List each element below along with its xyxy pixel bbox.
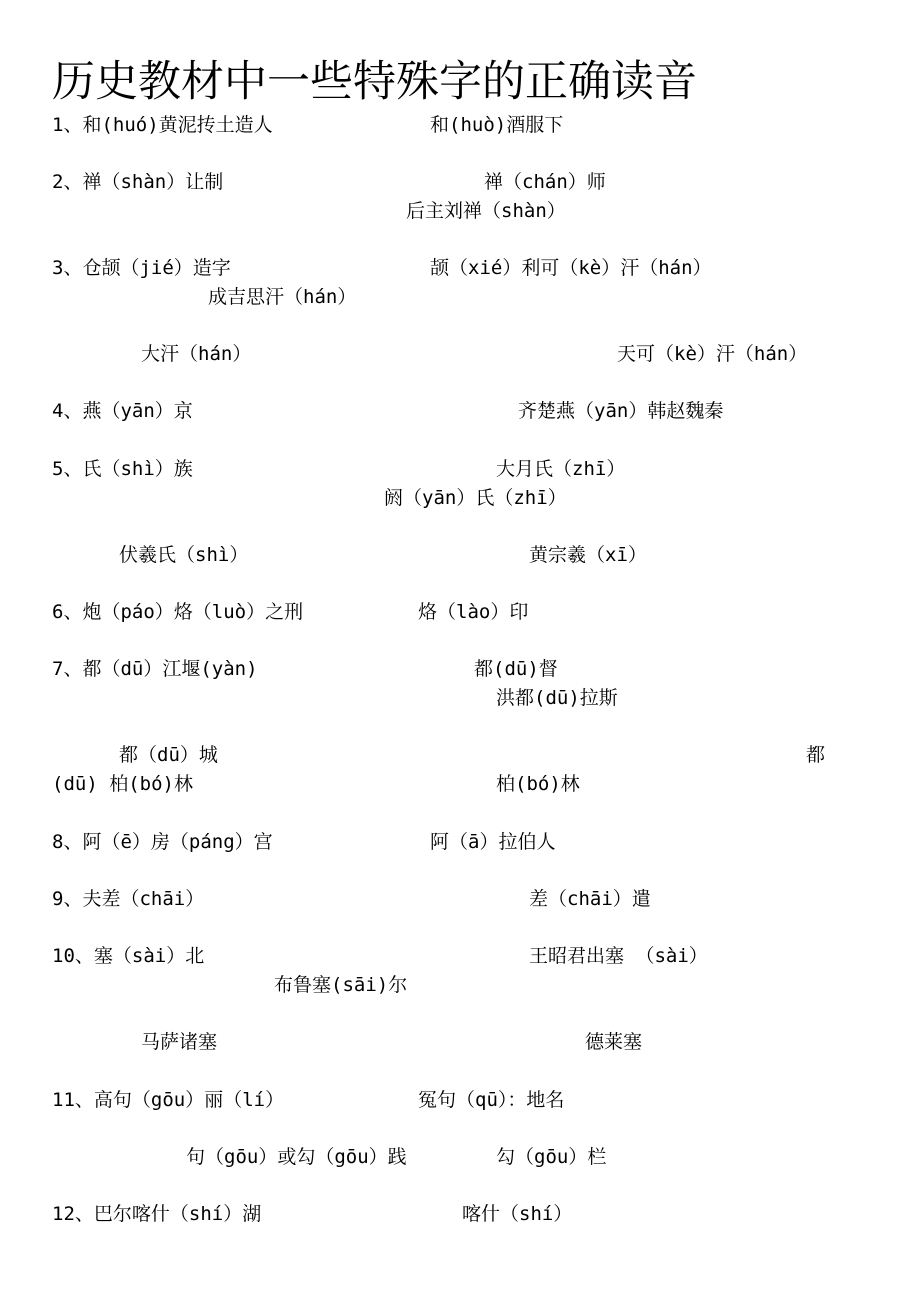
entry-line: 黄宗羲（xī） xyxy=(529,544,647,566)
page-title: 历史教材中一些特殊字的正确读音 xyxy=(52,57,697,107)
entry-line: 句（gōu）或勾（gōu）践 xyxy=(186,1146,407,1168)
entry-line: 成吉思汗（hán） xyxy=(208,286,357,308)
entry-line: 4、燕（yān）京 xyxy=(52,400,193,422)
entry-line: 禅（chán）师 xyxy=(484,171,606,193)
entry-line: 8、阿（ē）房（páng）宫 xyxy=(52,831,273,853)
entry-line: 10、塞（sài）北 xyxy=(52,945,205,967)
entry-line: 勾（gōu）栏 xyxy=(496,1146,607,1168)
entry-line: 齐楚燕（yān）韩赵魏秦 xyxy=(518,400,724,422)
entry-line: 颉（xié）利可（kè）汗（hán） xyxy=(430,257,712,279)
entry-line: 德莱塞 xyxy=(585,1031,643,1053)
entry-line: 5、氏（shì）族 xyxy=(52,458,193,480)
entry-line: 马萨诸塞 xyxy=(141,1031,218,1053)
entry-line: 柏(bó)林 xyxy=(496,773,580,795)
entry-line: 布鲁塞(sāi)尔 xyxy=(274,974,408,996)
entry-line: 伏羲氏（shì） xyxy=(119,544,249,566)
entry-line: 阿（ā）拉伯人 xyxy=(430,831,556,853)
entry-line: (dū) 柏(bó)林 xyxy=(52,773,193,795)
entry-line: 大汗（hán） xyxy=(141,343,252,365)
entry-line: 9、夫差（chāi） xyxy=(52,888,205,910)
entry-line: 王昭君出塞 （sài） xyxy=(529,945,708,967)
entry-line: 后主刘禅（shàn） xyxy=(406,200,566,222)
entry-line: 都(dū)督 xyxy=(474,658,558,680)
entry-line: 2、禅（shàn）让制 xyxy=(52,171,224,193)
entry-line: 11、高句（gōu）丽（lí） xyxy=(52,1089,285,1111)
entry-line: 和(huò)酒服下 xyxy=(430,114,564,136)
entry-line: 烙（lào）印 xyxy=(418,601,529,623)
entry-line: 喀什（shí） xyxy=(462,1203,573,1225)
entry-line: 3、仓颉（jié）造字 xyxy=(52,257,231,279)
entry-line: 差（chāi）遣 xyxy=(529,888,651,910)
entry-line: 都 xyxy=(806,744,826,766)
entry-line: 阏（yān）氏（zhī） xyxy=(384,487,567,509)
entry-line: 6、炮（páo）烙（luò）之刑 xyxy=(52,601,304,623)
entry-line: 都（dū）城 xyxy=(119,744,218,766)
entry-line: 洪都(dū)拉斯 xyxy=(496,687,618,709)
entry-line: 天可（kè）汗（hán） xyxy=(617,343,808,365)
entry-line: 7、都（dū）江堰(yàn) xyxy=(52,658,258,680)
entry-line: 冤句（qū）：地名 xyxy=(418,1089,565,1111)
entry-line: 12、巴尔喀什（shí）湖 xyxy=(52,1203,262,1225)
entry-line: 大月氏（zhī） xyxy=(496,458,626,480)
entry-line: 1、和(huó)黄泥抟土造人 xyxy=(52,114,273,136)
